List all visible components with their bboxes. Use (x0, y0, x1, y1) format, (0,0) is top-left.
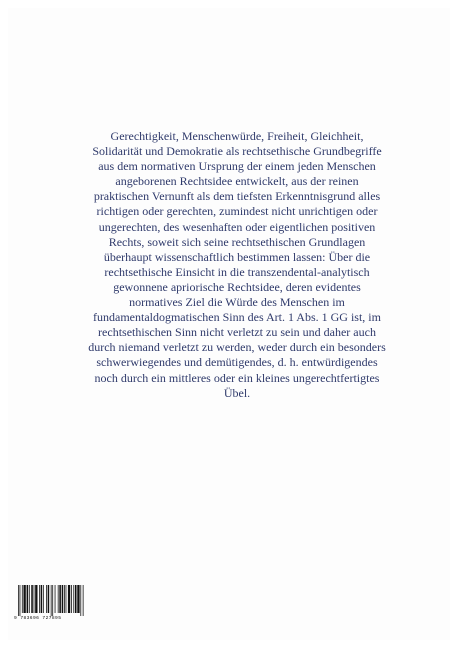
blurb-line: rechtsethische Einsicht in die transzendental-analytisch (104, 264, 370, 279)
blurb-line: Rechts, soweit sich seine rechtsethischen Grundlagen (108, 234, 366, 249)
blurb-line: normatives Ziel die Würde des Menschen im (129, 295, 345, 310)
blurb-line: noch durch ein mittleres oder ein kleines ungerechtfertigtes (94, 370, 380, 385)
blurb-line: rechtsethischen Sinn nicht verletzt zu sein und daher auch (98, 325, 376, 340)
blurb-line: angeborenen Rechtsidee entwickelt, aus der reinen (115, 174, 359, 189)
blurb-line: fundamentaldogmatischen Sinn des Art. 1 Abs. 1 GG ist, im (93, 310, 381, 325)
barcode-bars-icon (18, 585, 88, 616)
blurb-line: praktischen Vernunft als dem tiefsten Erkenntnisgrund alles (93, 189, 381, 204)
blurb-line: Gerechtigkeit, Menschenwürde, Freiheit, Gleichheit, (110, 129, 364, 143)
back-cover (8, 8, 450, 640)
blurb-line: schwerwiegendes und demütigendes, d. h. entwürdigendes (96, 355, 378, 370)
blurb-line: ungerechten, des wesenhaften oder eigentlichen positiven (98, 219, 376, 234)
blurb-line: Übel. (223, 385, 251, 400)
blurb-line: Solidarität und Demokratie als rechtsethische Grundbegriffe (92, 144, 382, 159)
blurb-line: richtigen oder gerechten, zumindest nicht unrichtigen oder (96, 204, 378, 219)
blurb-line: gewonnene apriorische Rechtsidee, deren evidentes (113, 279, 361, 294)
back-cover-blurb (64, 129, 410, 401)
blurb-line: durch niemand verletzt zu werden, weder durch ein besonders (88, 340, 386, 355)
blurb-line: überhaupt wissenschaftlich bestimmen lassen: Über die (103, 249, 371, 264)
blurb-line: aus dem normativen Ursprung der einem jeden Menschen (98, 159, 376, 174)
isbn-barcode (14, 585, 92, 625)
barcode-digits: 9 783696 727895 (14, 616, 62, 621)
